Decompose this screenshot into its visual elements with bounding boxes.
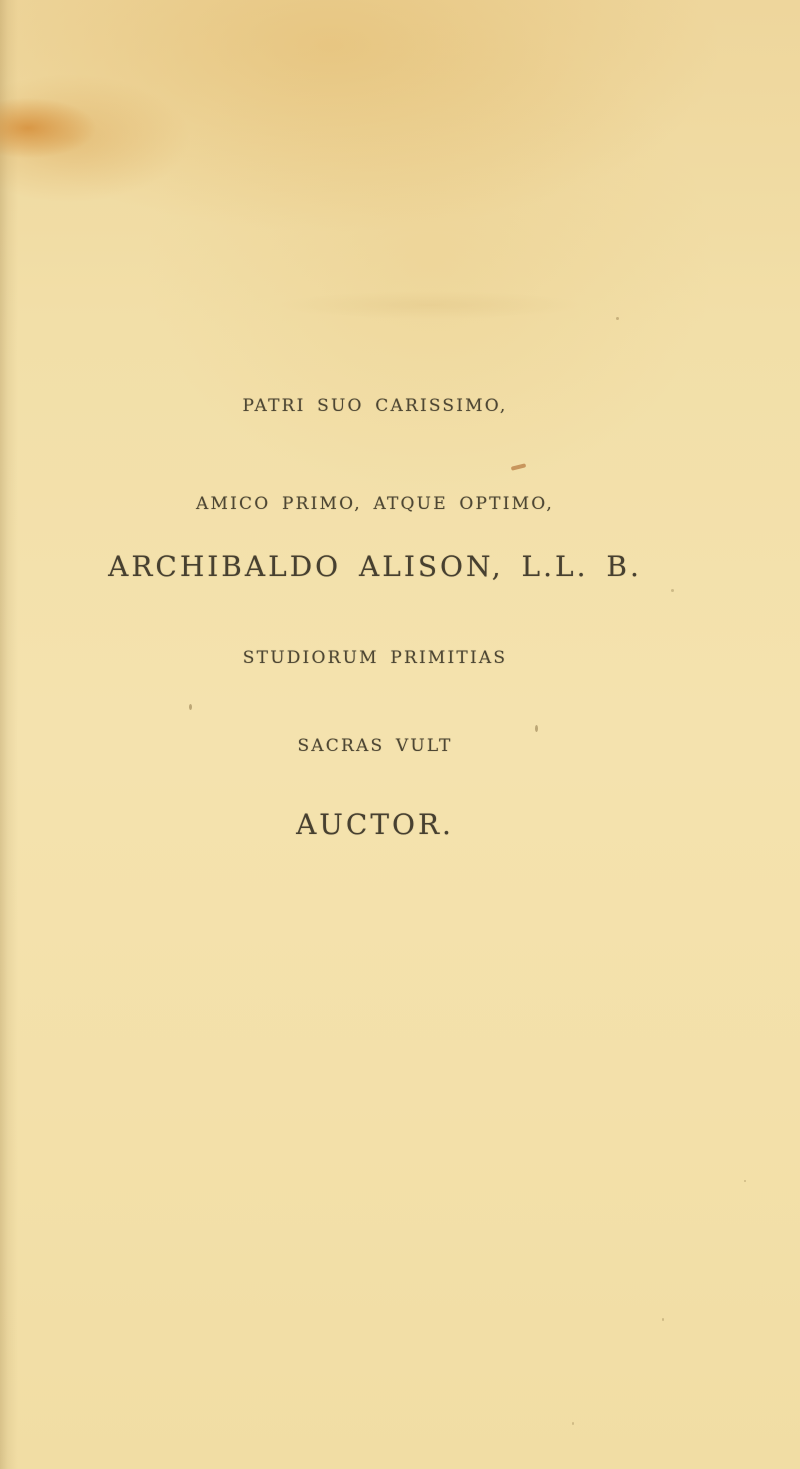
paper-speck [616, 317, 619, 320]
dedication-line-amico: AMICO PRIMO, ATQUE OPTIMO, [195, 494, 555, 514]
paper-speck [671, 589, 674, 592]
dedication-line-sacras: SACRAS VULT [297, 736, 453, 756]
dedication-line-archibaldo-alison: ARCHIBALDO ALISON, L.L. B. [108, 550, 642, 583]
dedication-line-patri: PATRI SUO CARISSIMO, [242, 396, 508, 416]
paper-speck [744, 1180, 746, 1182]
paper-speck [572, 1422, 574, 1425]
dedication-line-studiorum: STUDIORUM PRIMITIAS [242, 648, 508, 668]
paper-speck [662, 1318, 664, 1321]
ink-fleck [511, 463, 527, 471]
paper-speck [189, 704, 192, 710]
dedication-line-auctor: AUCTOR. [296, 808, 454, 841]
paper-speck [535, 725, 538, 732]
